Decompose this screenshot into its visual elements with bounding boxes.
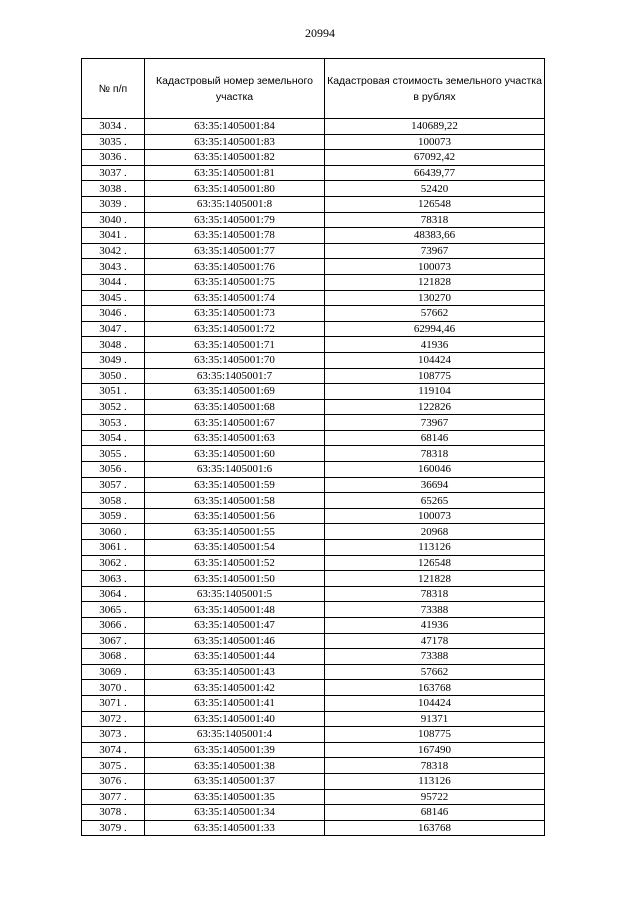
cadastral-value-cell: 78318 (325, 586, 545, 602)
cadastral-number-cell: 63:35:1405001:33 (145, 820, 325, 836)
cadastral-value-cell: 167490 (325, 742, 545, 758)
row-index-cell: 3059 . (82, 508, 145, 524)
cadastral-number-cell: 63:35:1405001:82 (145, 150, 325, 166)
table-row (82, 477, 545, 493)
row-index-cell: 3073 . (82, 727, 145, 743)
table-row (82, 274, 545, 290)
row-index-cell: 3043 . (82, 259, 145, 275)
row-index-cell: 3069 . (82, 664, 145, 680)
cadastral-number-cell: 63:35:1405001:71 (145, 337, 325, 353)
cadastral-number-cell: 63:35:1405001:41 (145, 695, 325, 711)
cadastral-value-cell: 163768 (325, 680, 545, 696)
table-row (82, 306, 545, 322)
cadastral-number-cell: 63:35:1405001:43 (145, 664, 325, 680)
row-index-cell: 3068 . (82, 649, 145, 665)
cadastral-value-cell: 41936 (325, 337, 545, 353)
cadastral-value-cell: 57662 (325, 664, 545, 680)
cadastral-number-cell: 63:35:1405001:52 (145, 555, 325, 571)
cadastral-value-cell: 65265 (325, 493, 545, 509)
cadastral-value-cell: 104424 (325, 695, 545, 711)
cadastral-number-cell: 63:35:1405001:35 (145, 789, 325, 805)
table-row (82, 150, 545, 166)
cadastral-number-cell: 63:35:1405001:44 (145, 649, 325, 665)
table-row (82, 337, 545, 353)
row-index-cell: 3040 . (82, 212, 145, 228)
cadastral-number-cell: 63:35:1405001:58 (145, 493, 325, 509)
table-row (82, 430, 545, 446)
cadastral-number-cell: 63:35:1405001:77 (145, 243, 325, 259)
row-index-cell: 3044 . (82, 274, 145, 290)
cadastral-value-cell: 41936 (325, 618, 545, 634)
cadastral-value-cell: 130270 (325, 290, 545, 306)
row-index-cell: 3047 . (82, 321, 145, 337)
cadastral-number-cell: 63:35:1405001:67 (145, 415, 325, 431)
header-cadastral-value: Кадастровая стоимость земельного участка в рублях (325, 59, 545, 119)
cadastral-value-cell: 91371 (325, 711, 545, 727)
cadastral-value-cell: 68146 (325, 430, 545, 446)
row-index-cell: 3074 . (82, 742, 145, 758)
table-row (82, 805, 545, 821)
cadastral-number-cell: 63:35:1405001:78 (145, 228, 325, 244)
cadastral-number-cell: 63:35:1405001:63 (145, 430, 325, 446)
row-index-cell: 3072 . (82, 711, 145, 727)
cadastral-value-cell: 48383,66 (325, 228, 545, 244)
cadastral-value-cell: 160046 (325, 462, 545, 478)
cadastral-value-cell: 122826 (325, 399, 545, 415)
row-index-cell: 3063 . (82, 571, 145, 587)
table-row (82, 181, 545, 197)
page-number: 20994 (305, 26, 335, 40)
table-row (82, 618, 545, 634)
cadastral-value-cell: 73388 (325, 649, 545, 665)
cadastral-number-cell: 63:35:1405001:81 (145, 165, 325, 181)
cadastral-number-cell: 63:35:1405001:70 (145, 352, 325, 368)
table-row (82, 493, 545, 509)
table-row (82, 462, 545, 478)
cadastral-number-cell: 63:35:1405001:84 (145, 119, 325, 135)
table-row (82, 649, 545, 665)
cadastral-value-cell: 104424 (325, 352, 545, 368)
row-index-cell: 3045 . (82, 290, 145, 306)
cadastral-number-cell: 63:35:1405001:79 (145, 212, 325, 228)
row-index-cell: 3048 . (82, 337, 145, 353)
cadastral-value-cell: 121828 (325, 571, 545, 587)
table-row (82, 259, 545, 275)
cadastral-value-cell: 121828 (325, 274, 545, 290)
cadastral-number-cell: 63:35:1405001:59 (145, 477, 325, 493)
table-row (82, 321, 545, 337)
row-index-cell: 3061 . (82, 540, 145, 556)
row-index-cell: 3062 . (82, 555, 145, 571)
table-row (82, 290, 545, 306)
table-row (82, 664, 545, 680)
cadastral-value-cell: 78318 (325, 758, 545, 774)
row-index-cell: 3070 . (82, 680, 145, 696)
cadastral-number-cell: 63:35:1405001:60 (145, 446, 325, 462)
cadastral-value-cell: 52420 (325, 181, 545, 197)
table-row (82, 758, 545, 774)
table-row (82, 742, 545, 758)
header-cadastral-number: Кадастровый номер земельного участка (145, 59, 325, 119)
cadastral-value-cell: 66439,77 (325, 165, 545, 181)
cadastral-value-cell: 47178 (325, 633, 545, 649)
row-index-cell: 3066 . (82, 618, 145, 634)
cadastral-value-cell: 73388 (325, 602, 545, 618)
cadastral-value-cell: 113126 (325, 773, 545, 789)
row-index-cell: 3078 . (82, 805, 145, 821)
cadastral-number-cell: 63:35:1405001:76 (145, 259, 325, 275)
cadastral-number-cell: 63:35:1405001:7 (145, 368, 325, 384)
cadastral-number-cell: 63:35:1405001:73 (145, 306, 325, 322)
table-row (82, 555, 545, 571)
cadastral-value-cell: 20968 (325, 524, 545, 540)
cadastral-value-cell: 100073 (325, 508, 545, 524)
table-row (82, 540, 545, 556)
cadastral-value-cell: 62994,46 (325, 321, 545, 337)
cadastral-number-cell: 63:35:1405001:75 (145, 274, 325, 290)
table-row (82, 228, 545, 244)
row-index-cell: 3054 . (82, 430, 145, 446)
row-index-cell: 3065 . (82, 602, 145, 618)
table-row (82, 243, 545, 259)
table-row (82, 695, 545, 711)
cadastral-number-cell: 63:35:1405001:74 (145, 290, 325, 306)
table-row (82, 446, 545, 462)
cadastral-number-cell: 63:35:1405001:37 (145, 773, 325, 789)
row-index-cell: 3042 . (82, 243, 145, 259)
table-row (82, 773, 545, 789)
cadastral-number-cell: 63:35:1405001:56 (145, 508, 325, 524)
table-row (82, 165, 545, 181)
row-index-cell: 3050 . (82, 368, 145, 384)
cadastral-number-cell: 63:35:1405001:68 (145, 399, 325, 415)
table-row (82, 571, 545, 587)
row-index-cell: 3057 . (82, 477, 145, 493)
row-index-cell: 3079 . (82, 820, 145, 836)
table-row (82, 680, 545, 696)
cadastral-value-cell: 78318 (325, 446, 545, 462)
cadastral-number-cell: 63:35:1405001:50 (145, 571, 325, 587)
cadastral-value-cell: 119104 (325, 384, 545, 400)
row-index-cell: 3053 . (82, 415, 145, 431)
cadastral-value-cell: 68146 (325, 805, 545, 821)
row-index-cell: 3034 . (82, 119, 145, 135)
row-index-cell: 3041 . (82, 228, 145, 244)
cadastral-value-cell: 163768 (325, 820, 545, 836)
cadastral-number-cell: 63:35:1405001:38 (145, 758, 325, 774)
cadastral-value-cell: 108775 (325, 368, 545, 384)
cadastral-number-cell: 63:35:1405001:46 (145, 633, 325, 649)
row-index-cell: 3038 . (82, 181, 145, 197)
row-index-cell: 3052 . (82, 399, 145, 415)
cadastral-value-cell: 113126 (325, 540, 545, 556)
cadastral-value-cell: 78318 (325, 212, 545, 228)
cadastral-number-cell: 63:35:1405001:39 (145, 742, 325, 758)
table-body (82, 119, 545, 836)
cadastral-number-cell: 63:35:1405001:55 (145, 524, 325, 540)
table-row (82, 134, 545, 150)
cadastral-value-cell: 57662 (325, 306, 545, 322)
cadastral-value-cell: 100073 (325, 134, 545, 150)
cadastral-value-cell: 95722 (325, 789, 545, 805)
cadastral-number-cell: 63:35:1405001:69 (145, 384, 325, 400)
row-index-cell: 3055 . (82, 446, 145, 462)
table-row (82, 212, 545, 228)
cadastral-number-cell: 63:35:1405001:83 (145, 134, 325, 150)
table-row (82, 196, 545, 212)
cadastral-number-cell: 63:35:1405001:40 (145, 711, 325, 727)
cadastral-number-cell: 63:35:1405001:34 (145, 805, 325, 821)
cadastral-number-cell: 63:35:1405001:42 (145, 680, 325, 696)
table-header-row (82, 59, 545, 119)
table-row (82, 524, 545, 540)
cadastral-number-cell: 63:35:1405001:4 (145, 727, 325, 743)
table-row (82, 352, 545, 368)
table-row (82, 789, 545, 805)
header-number: № п/п (82, 59, 145, 119)
row-index-cell: 3035 . (82, 134, 145, 150)
row-index-cell: 3071 . (82, 695, 145, 711)
cadastral-number-cell: 63:35:1405001:8 (145, 196, 325, 212)
table-row (82, 119, 545, 135)
cadastral-value-cell: 36694 (325, 477, 545, 493)
cadastral-number-cell: 63:35:1405001:6 (145, 462, 325, 478)
table-row (82, 384, 545, 400)
cadastral-number-cell: 63:35:1405001:47 (145, 618, 325, 634)
table-row (82, 711, 545, 727)
row-index-cell: 3076 . (82, 773, 145, 789)
cadastral-value-cell: 126548 (325, 196, 545, 212)
cadastral-value-cell: 126548 (325, 555, 545, 571)
row-index-cell: 3049 . (82, 352, 145, 368)
row-index-cell: 3064 . (82, 586, 145, 602)
row-index-cell: 3077 . (82, 789, 145, 805)
cadastral-number-cell: 63:35:1405001:5 (145, 586, 325, 602)
cadastral-value-cell: 100073 (325, 259, 545, 275)
table-row (82, 820, 545, 836)
table-row (82, 586, 545, 602)
row-index-cell: 3039 . (82, 196, 145, 212)
table-row (82, 508, 545, 524)
table-row (82, 399, 545, 415)
row-index-cell: 3058 . (82, 493, 145, 509)
cadastral-value-cell: 140689,22 (325, 119, 545, 135)
row-index-cell: 3037 . (82, 165, 145, 181)
cadastral-value-cell: 73967 (325, 243, 545, 259)
cadastral-value-cell: 67092,42 (325, 150, 545, 166)
cadastral-value-cell: 108775 (325, 727, 545, 743)
cadastral-number-cell: 63:35:1405001:72 (145, 321, 325, 337)
row-index-cell: 3056 . (82, 462, 145, 478)
row-index-cell: 3060 . (82, 524, 145, 540)
row-index-cell: 3036 . (82, 150, 145, 166)
row-index-cell: 3051 . (82, 384, 145, 400)
cadastral-number-cell: 63:35:1405001:54 (145, 540, 325, 556)
table-row (82, 602, 545, 618)
table-row (82, 368, 545, 384)
row-index-cell: 3075 . (82, 758, 145, 774)
cadastral-value-cell: 73967 (325, 415, 545, 431)
table-row (82, 633, 545, 649)
cadastral-number-cell: 63:35:1405001:80 (145, 181, 325, 197)
table-row (82, 727, 545, 743)
cadastre-table (81, 58, 545, 836)
row-index-cell: 3046 . (82, 306, 145, 322)
row-index-cell: 3067 . (82, 633, 145, 649)
table-row (82, 415, 545, 431)
cadastral-number-cell: 63:35:1405001:48 (145, 602, 325, 618)
